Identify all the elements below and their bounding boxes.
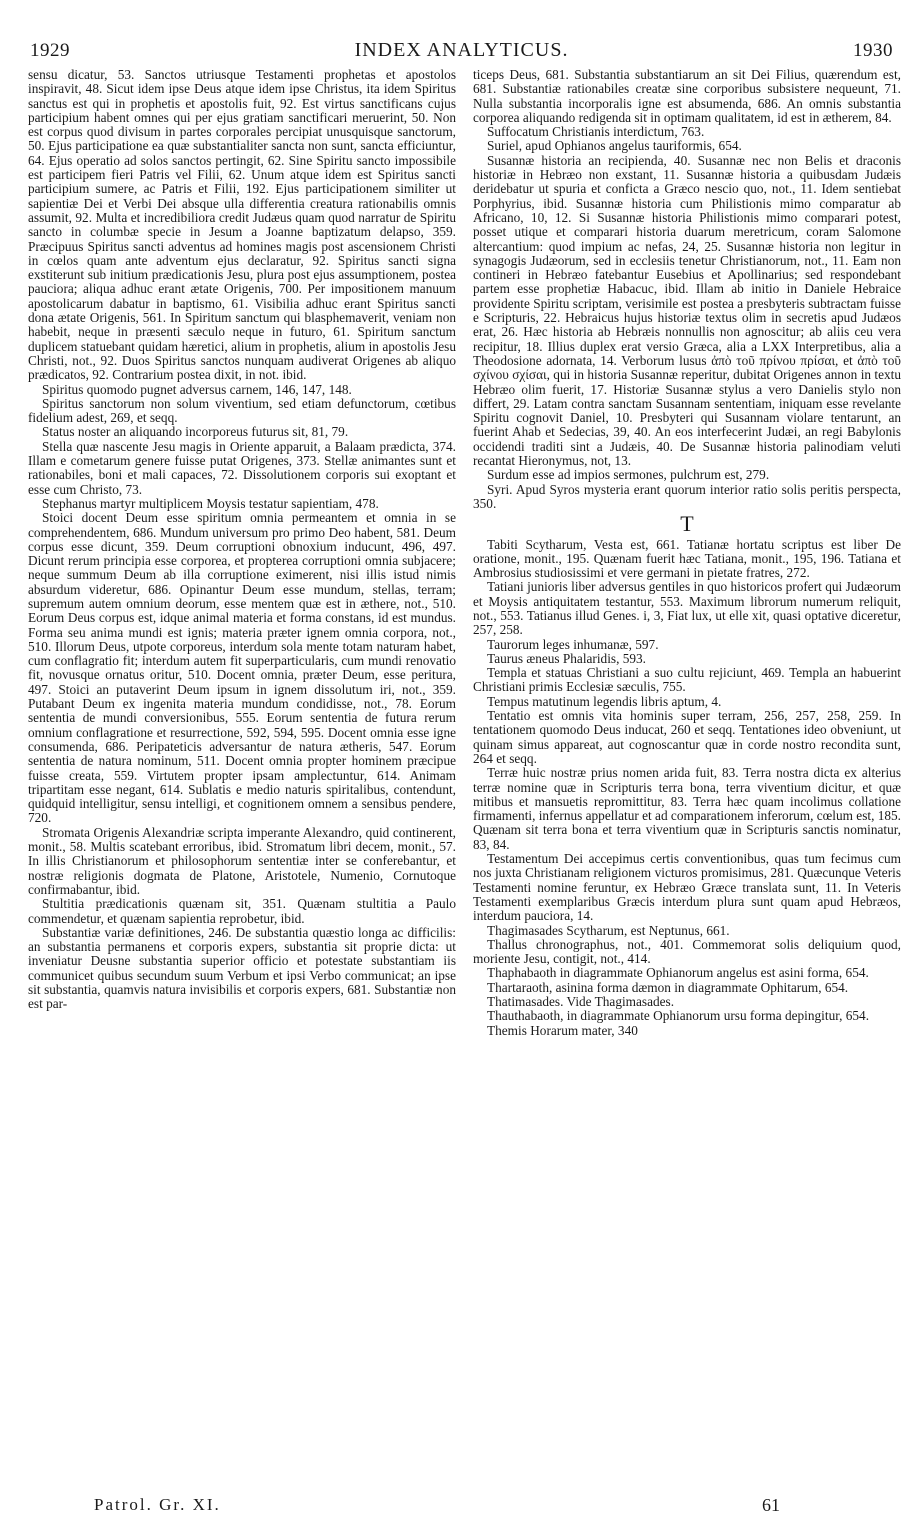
index-entry: Spiritus quomodo pugnet adversus carnem, 146, 147, 148. [42,381,352,397]
index-entry: Thauthabaoth, in diagrammate Ophianorum ursu forma depingitur, 654. [487,1008,870,1024]
index-entry: Tatiani junioris liber adversus gentiles in quo historicos profert qui Judæorum et Moysis antiquitatem testantur, 553. Maximum librorum numerum reliquit, not., 553. Tatianus illud Genes. i, 3, Fiat lux, ut elle xit, quasi optative diceretur, 257, 258. [473,579,901,638]
index-entry: Thallus chronographus, not., 401. Commemorat solis deliquium quod, moriente Jesu, contigit, not., 414. [473,936,901,967]
index-entry: Suffocatum Christianis interdictum, 763. [487,124,705,140]
left-column [28,68,456,1012]
index-entry: Stromata Origenis Alexandriæ scripta imperante Alexandro, quid continerent, monit., 58. Multis scatebant erroribus, ibid. Stromatum libri decem, monit., 57. In illis Christianorum et philosophorum sententiæ inter se conferebantur, et nostræ religionis dogmata de Platone, Aristotele, Numenio, Cornutoque confirmabantur, ibid. [28,824,456,897]
index-entry: Substantiæ variæ definitiones, 246. De substantia quæstio longa ac difficilis: an substantia permanens et corporis expers, substantia sit proprie dicta: ut inveniatur Deusne substantia superior officio et potestate substantiam iis communicet quibus secundum suum Verbum et ipsi Verbo communicat; an ipse sit substantia, quamvis natura invisibilis et corporis expers, 681. Substantiæ non est par- [28,924,456,1012]
right-page-number: 1930 [853,40,893,61]
index-entry: Thartaraoth, asinina forma dæmon in diagrammate Ophitarum, 654. [487,979,849,995]
section-letter: T [680,511,694,537]
index-entry: Tabiti Scytharum, Vesta est, 661. Tatianæ hortatu scriptus est liber De oratione, monit., 195. Quænam fuerit hæc Tatiana, monit., 195, 196. Tatiana et Ambrosius studiosissimi et vere germani in pietate fratres, 272. [473,536,901,581]
index-entry: Surdum esse ad impios sermones, pulchrum est, 279. [487,467,770,483]
index-entry: Status noster an aliquando incorporeus futurus sit, 81, 79. [42,424,349,440]
left-page-number: 1929 [30,40,70,61]
index-entry: Tentatio est omnis vita hominis super terram, 256, 257, 258, 259. In tentationem quomodo Deus inducat, 260 et seqq. Tentationes ideo obveniunt, ut quinam simus appareat, aut cognoscantur quæ in corde nostro recondita sunt, 264 et seqq. [473,708,901,766]
page-title: INDEX ANALYTICUS. [354,39,569,61]
index-entry: Syri. Apud Syros mysteria erant quorum interior ratio solis peritis perspecta, 350. [473,481,901,511]
index-entry: Tempus matutinum legendis libris aptum, 4. [487,693,722,709]
index-entry: ticeps Deus, 681. Substantia substantiarum an sit Dei Filius, quærendum est, 681. Substantiæ rationabiles creatæ sine corporibus subsistere nequeunt, 71. Nulla substantia incorporalis igne est absumenda, 686. An omnis substantia corporea aliquando redigenda sit in optimam qualitatem, id est in ætherem, 84. [473,67,901,125]
index-entry: Stephanus martyr multiplicem Moysis testatur sapientiam, 478. [42,495,379,511]
index-entry: Susannæ historia an recipienda, 40. Susannæ nec non Belis et draconis historiæ in Hebræo non exstant, 11. Susannæ historia a quibusdam Judæis deridebatur ut spuria et conficta a Græco nescio quo, not., 11. Idem sentiebat Porphyrius, ibid. Susannæ historia cum Philistionis mimo comparatur ab Africano, 10, 12. Si Susannæ historia Philistionis mimo comparari potest, posset utique et comparari historia duarum meretricum, coram Salomone altercantium: quod impium ac nefas, 24, 25. Susannæ historia non legitur in synagogis Judæorum, sed in ecclesiis tenetur Christianorum, not., 11. Eam non contineri in Hebræo fatebantur Eusebius et Apollinarius; sed respondebant partem esse prophetiæ Habacuc, ibid. Illam ab initio in Daniele Hebraice providente Spiritu scriptam, verisimile est postea a presbyteris subtractam fuisse e Scripturis, 22. Hebraicus hujus historiæ textus olim in secretis apud Judæos erat, 26. Hæc historia ab Hebræis nonnullis non agnoscitur; ab aliis ceu vera recipitur, 18. Illius duplex erat versio Græca, alia a LXX Interpretibus, alia a Theodosione adornata, 14. Verborum lusus ἀπὸ τοῦ πρίνου πρίσαι, et ἀπὸ τοῦ σχίνου σχίσαι, qui in historia Susannæ reperitur, dubitat Origenes annon in textu Hebræo olim fuerit, 17. Historiæ Susannæ stylus a vero Danielis stylo non differt, 29. Latam contra sanctam Susannam sententiam, iniquam esse revelante Spiritu cognovit Daniel, 10. Presbyteri qui Susannam violare tentarunt, an fuerint Ahab et Sedecias, 39, 40. An eos interfecerint Judæi, an regi Babylonis occidendi traditi sint a Judæis, 40. De Susannæ historia palinodiam veluti recantat Hieronymus, not, 13. [473,152,901,469]
footer-volume: Patrol. Gr. XI. [94,1495,221,1514]
index-entry: Stoici docent Deum esse spiritum omnia permeantem et omnia in se comprehendentem, 686. Mundum universum pro primo Deo habent, 581. Deum corpus esse dicunt, 359. Deum corruptioni obnoxium inducunt, 496, 497. Dicunt rerum principia esse corporea, et propterea corruptioni omnia subjacere; neque summum Deum ab illa corruptione eximerent, nisi illis istud nimis absurdum videretur, 686. Opinantur Deum esse mundum, stellas, terram; supremum autem omnium deorum, esse mentem quæ est in æthere, not., 510. Eorum Deus corpus est, idque animal materia et forma constans, id est mundus. Forma seu anima mundi est ignis; materia præter ignem omnia corpora, not., 510. Illorum Deus, utpote corporeus, interdum sola mente totam naturam habet, cum conflagratio fit; interdum autem fit superparticularis, cum mundi renovatio fit, novusque ornatus oritur, 510. Docent omnia, præter Deum, esse peritura, 497. Stoici an putaverint Deum ipsum in ignem dissolutum iri, not., 359. Putabant Deum ex ingenita materia mundum condidisse, not., 78. Eorum sententia de mundi conversionibus, 555. Eorum sententia de futura rerum omnium conflagratione et resurrectione, 592, 594, 595. Docent omnia esse igne consumenda, 686. Peripateticis adversantur de natura ætheris, 547. Eorum sententia de natura nominum, 511. Docent omnia propter hominem præcipue fuisse creata, 559. Virtutem propter ipsam amplectuntur, 614. Animam tripartitam esse negant, 614. Sublatis e medio naturis spiritalibus, contendunt, quidquid intelligitur, sensu intelligi, et cognitionem omnem a sensibus pendere, 720. [28,510,456,826]
footer-signature: 61 [762,1495,780,1515]
index-entry: Thatimasades. Vide Thagimasades. [487,994,675,1009]
index-entry: Spiritus sanctorum non solum viventium, sed etiam defunctorum, cœtibus fidelium adest, 269, et seqq. [28,395,456,426]
page-header [30,30,893,62]
index-entry: sensu dicatur, 53. Sanctos utriusque Testamenti prophetas et apostolos inspiravit, 48. Sicut idem ipse Deus atque idem ipse Christus, ita idem Spiritus sanctus est qui in prophetis et apostolis fuit, 92. Est virtus sanctificans cujus participium habent omnes qui per ejus gratiam sanctificari meruerint, 50. Non est corpus quod divisum in partes corporales percipiat unusquisque sanctorum, 50. Ejus participatione ea quæ substantialiter sancta non sunt, sancta efficiuntur, 64. Ejus operatio ad solos sanctos pertingit, 62. Sine Spiritu sancto impossibile est participem fieri Patris vel Filii, 62. Unum atque idem est Spiritus sancti participium sumere, ac Patris et Filii, 192. Ejus participationem similiter ut sapientiæ Dei et Verbi Dei absque ulla differentia creatura rationabilis omnis assumit, 92. Multa et incredibiliora credit Judæus quam quod narratur de Spiritu sancto in columbæ specie in Jesum a Joanne baptizatum delapso, 359. Præcipuus Spiritus sancti adventus ad homines magis post ascensionem Christi in cœlos quam ante adventum ejus declaratur, 92. Spiritus sancti signa exstiterunt sub initium prædicationis Jesu, plura post ejus assumptionem, postea pauciora; aliqua adhuc erant ætate Origenis, 700. Per impositionem manuum apostolicarum dabatur in baptismo, 61. Visibilia adhuc erant Spiritus sancti dona ætate Origenis, 561. In Spiritum sanctum qui blasphemaverit, veniam non habebit, neque in præsenti sæculo neque in futuro, 61. Spiritum sanctum duplicem statuebant quidam hæretici, alium in prophetis, alium in apostolis Jesu Christi, not., 92. Duos Spiritus sanctos nunquam audiverat Origenes ab aliquo prædicatos, 92. Contrarium postea dixit, in not. ibid. [28,67,456,383]
index-entry: Terræ huic nostræ prius nomen arida fuit, 83. Terra nostra dicta ex alterius terræ nomine quæ in Scripturis terra bona, terra viventium dicitur, et quæ mitibus et mansuetis repromittitur, 83. Terra hæc quam incolimus collatione firmamenti, infernus appellatur et ad comparationem inferorum, cœlum est, 185. Quænam sit terra bona et terra viventium quæ in Scripturis sanctis nominatur, 83, 84. [473,765,901,852]
index-entry: Taurorum leges inhumanæ, 597. [487,636,659,652]
right-column [473,68,901,1038]
index-entry: Suriel, apud Ophianos angelus tauriformis, 654. [487,138,742,154]
index-entry: Templa et statuas Christiani a suo cultu rejiciunt, 469. Templa an habuerint Christiani primis Ecclesiæ sæculis, 755. [473,665,901,695]
index-entry: Taurus æneus Phalaridis, 593. [487,650,646,666]
index-entry: Thagimasades Scytharum, est Neptunus, 661. [487,922,730,938]
index-entry: Testamentum Dei accepimus certis conventionibus, quas tum fecimus cum nos juxta Christianam religionem victuros promisimus, 281. Quæcunque Veteris Testamenti nomine feruntur, ex Hebræo Græce translata sunt, 11. In Veteris Testamenti exemplaribus Græcis interdum plura sunt quam apud Hebræos, interdum pauciora, 14. [473,851,901,924]
index-entry: Stella quæ nascente Jesu magis in Oriente apparuit, a Balaam prædicta, 374. Illam e cometarum genere fuisse putat Origenes, 373. Stellæ animantes sunt et rationabiles, boni et mali capaces, 72. Dissolutionem corporis sui exoptant et esse cum Christo, 73. [28,438,456,497]
index-entry: Stultitia prædicationis quænam sit, 351. Quænam stultitia a Paulo commendetur, et quænam sapientia reprobetur, ibid. [28,896,456,926]
index-entry: Thaphabaoth in diagrammate Ophianorum angelus est asini forma, 654. [487,965,869,981]
index-entry: Themis Horarum mater, 340 [487,1022,638,1038]
